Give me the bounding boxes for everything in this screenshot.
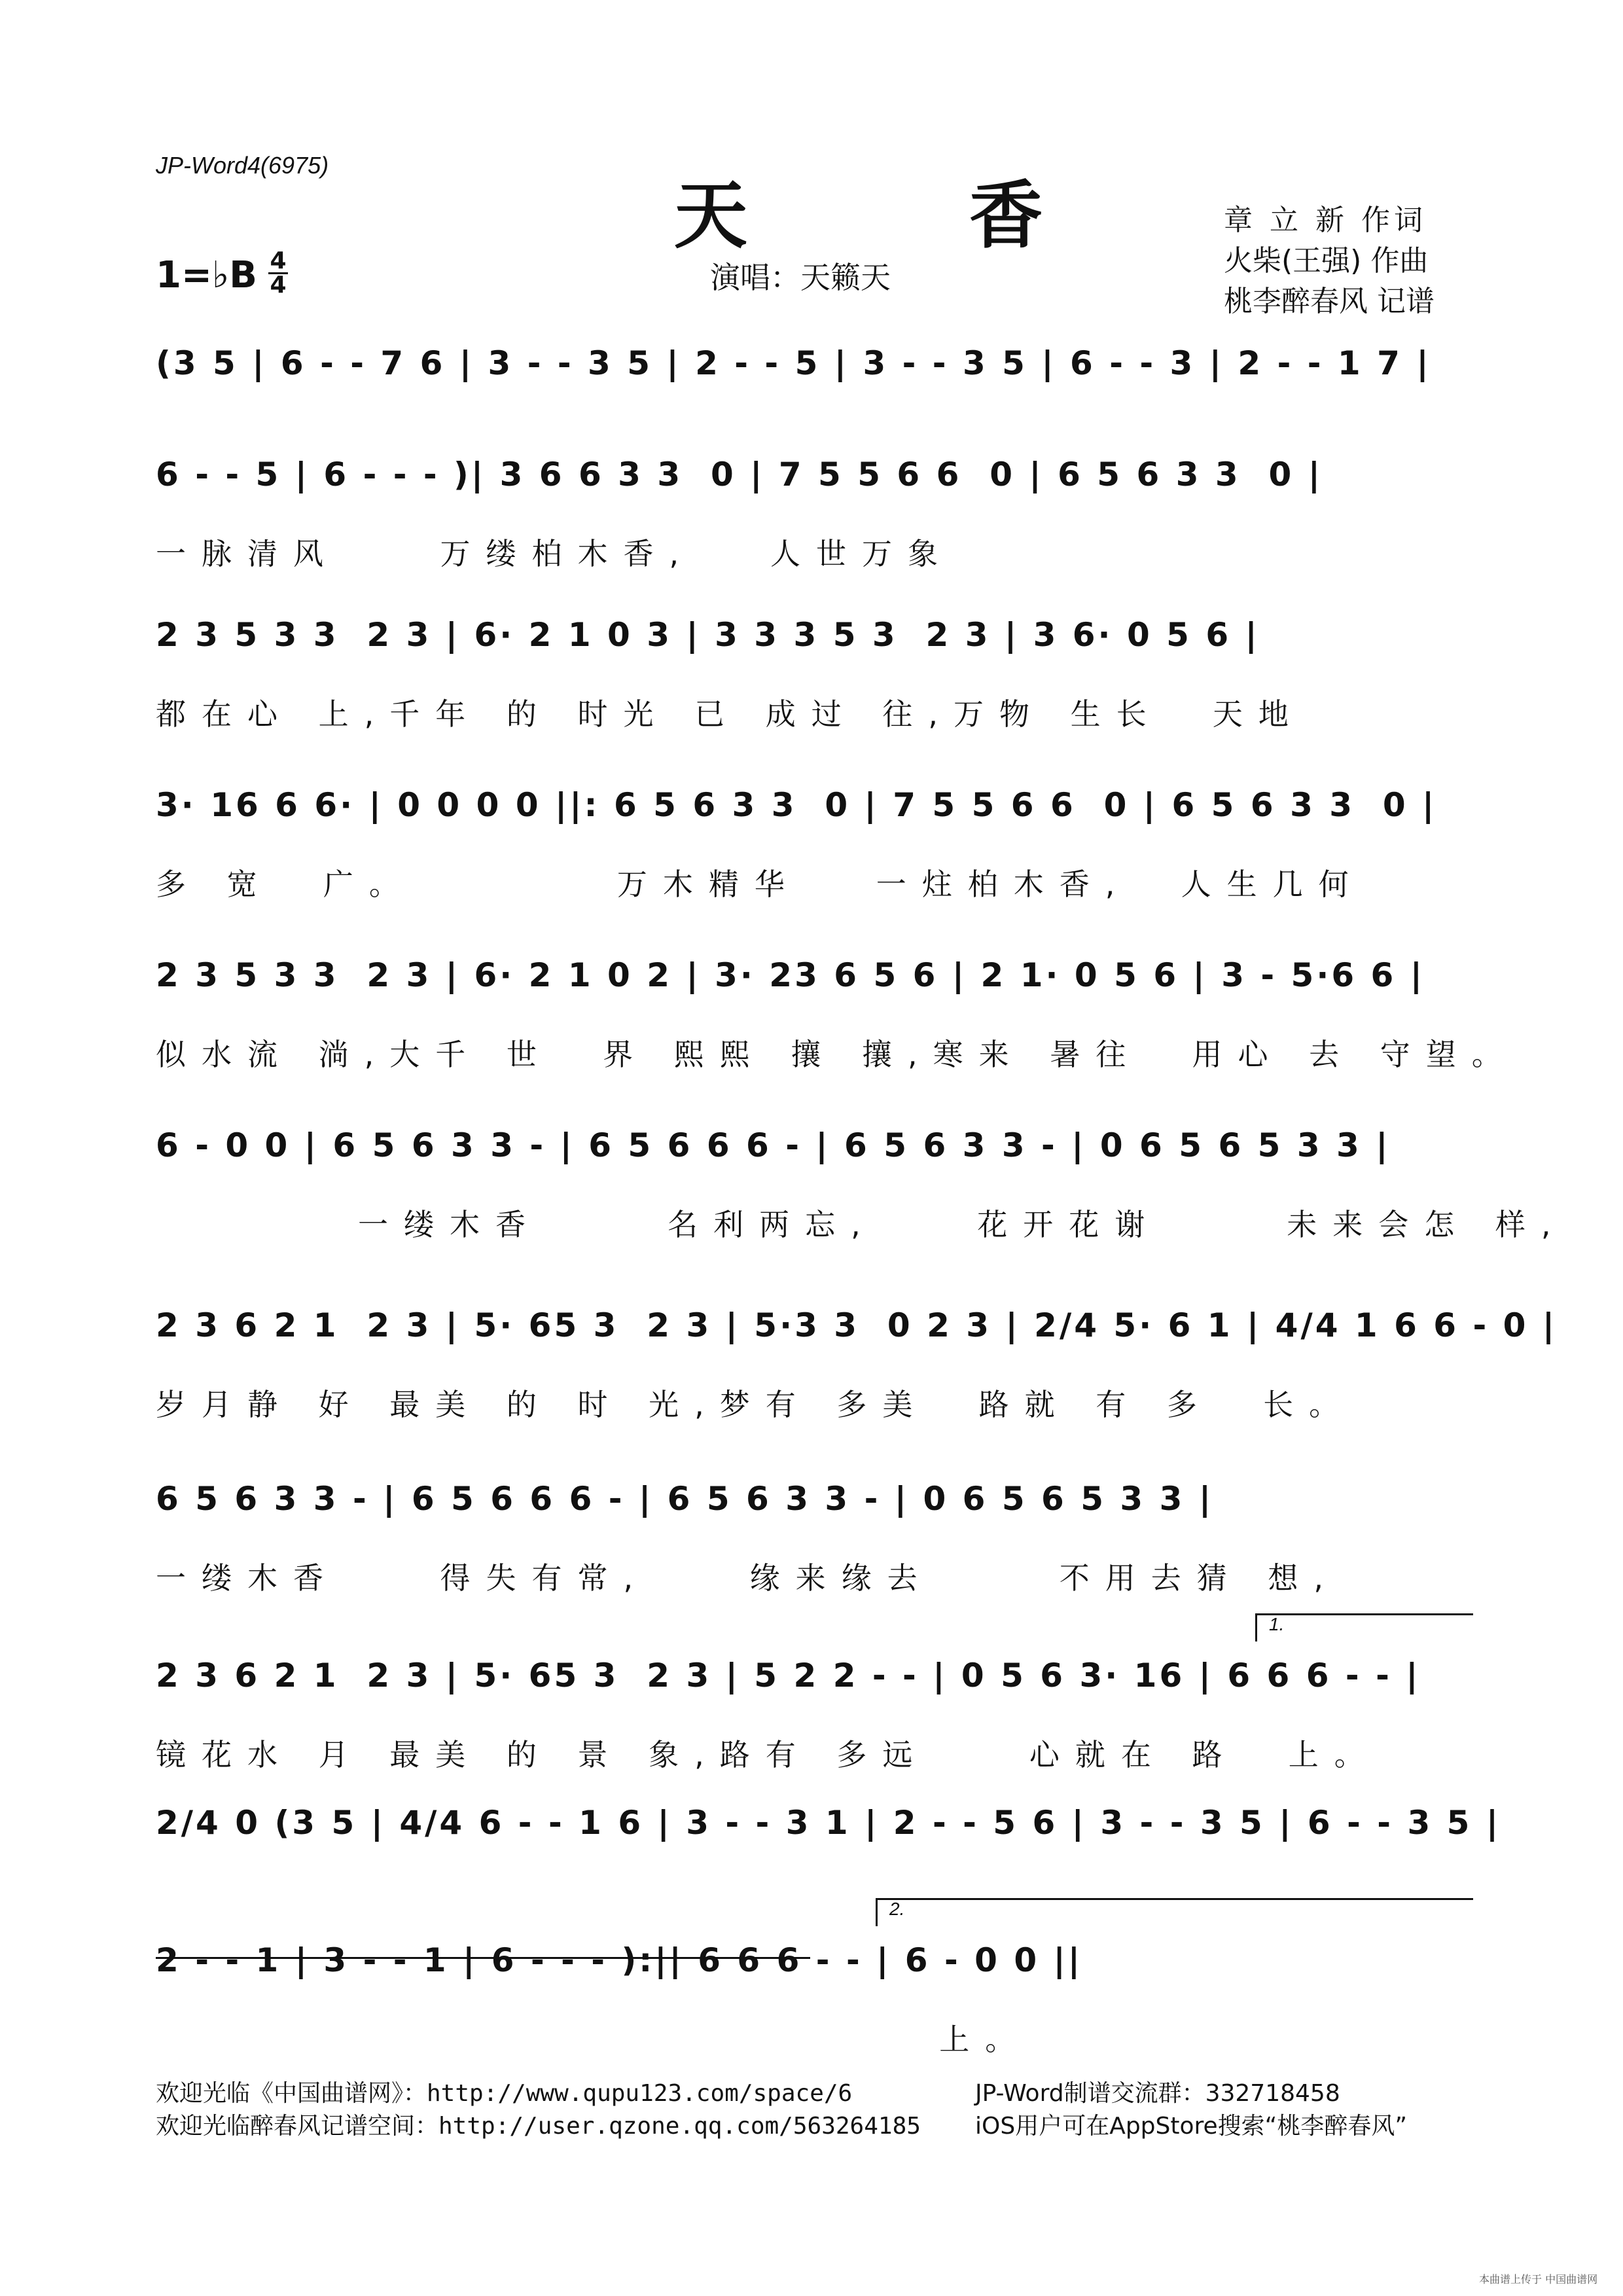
- second-ending-bracket: [876, 1898, 1473, 1926]
- system-notes: 2 3 6 2 1 2 3 | 5· 65 3 2 3 | 5·3 3 0 2 3 | 2/4 5· 6 1 | 4/4 1 6 6 - 0 |: [156, 1306, 1558, 1344]
- footer-site-link: 欢迎光临《中国曲谱网》：http://www.qupu123.com/space/6: [156, 2080, 853, 2107]
- footer-app-info: iOS用户可在AppStore搜索“桃李醉春风”: [975, 2113, 1407, 2140]
- system-notes: 2 3 5 3 3 2 3 | 6· 2 1 0 3 | 3 3 3 5 3 2 3 | 3 6· 0 5 6 |: [156, 616, 1260, 654]
- footer-space-link: 欢迎光临醉春风记谱空间：http://user.qzone.qq.com/563264185: [156, 2113, 921, 2140]
- system-notes: 2 - - 1 | 3 - - 1 | 6 - - - ):|| 6 6 6 - - | 6 - 0 0 ||: [156, 1941, 1083, 1979]
- first-ending-bracket: [1255, 1613, 1473, 1641]
- transcriber-credit: 桃李醉春风 记谱: [1224, 285, 1435, 318]
- system-lyrics: 镜花水 月 最美 的 景 象,路有 多远 心就在 路 上。: [156, 1737, 1380, 1772]
- system-notes: 2 3 5 3 3 2 3 | 6· 2 1 0 2 | 3· 23 6 5 6 | 2 1· 0 5 6 | 3 - 5·6 6 |: [156, 956, 1425, 994]
- system-notes: 2 3 6 2 1 2 3 | 5· 65 3 2 3 | 5 2 2 - - | 0 5 6 3· 16 | 6 6 6 - - |: [156, 1657, 1421, 1695]
- system-lyrics: 一脉清风 万缕柏木香, 人世万象: [156, 536, 954, 571]
- key-signature: 1=♭B: [156, 254, 257, 296]
- time-signature: [268, 247, 288, 298]
- separator-rule: [156, 1957, 810, 1959]
- footer-group-info: JP-Word制谱交流群：332718458: [975, 2080, 1340, 2107]
- song-title: 天 香: [674, 173, 1141, 259]
- composer-credit: 火柴(王强) 作曲: [1224, 244, 1429, 278]
- system-notes: 2/4 0 (3 5 | 4/4 6 - - 1 6 | 3 - - 3 1 | 2 - - 5 6 | 3 - - 3 5 | 6 - - 3 5 |: [156, 1804, 1501, 1842]
- system-lyrics: 似水流 淌,大千 世 界 熙熙 攘 攘,寒来 暑往 用心 去 守望。: [156, 1037, 1518, 1072]
- system-lyrics: 都在心 上,千年 的 时光 已 成过 往,万物 生长 天地: [156, 696, 1304, 732]
- system-notes: 3· 16 6 6· | 0 0 0 0 ||: 6 5 6 3 3 0 | 7 5 5 6 6 0 | 6 5 6 3 3 0 |: [156, 786, 1437, 824]
- system-lyrics: 多 宽 广。 万木精华 一炷柏木香, 人生几何: [156, 867, 1364, 902]
- singer-credit: 演唱：天籁天: [710, 260, 891, 295]
- watermark: 本曲谱上传于 中国曲谱网: [1479, 2273, 1598, 2286]
- system-lyrics: 一缕木香 得失有常, 缘来缘去 不用去猜 想,: [156, 1560, 1339, 1596]
- system-notes: 6 5 6 3 3 - | 6 5 6 6 6 - | 6 5 6 3 3 - | 0 6 5 6 5 3 3 |: [156, 1480, 1214, 1518]
- software-tag: JP-Word4(6975): [156, 152, 329, 179]
- system-lyrics: 岁月静 好 最美 的 时 光,梦有 多美 路就 有 多 长。: [156, 1387, 1355, 1422]
- system-lyrics: 一缕木香 名利两忘, 花开花谢 未来会怎 样,: [156, 1207, 1567, 1242]
- system-notes: 6 - 0 0 | 6 5 6 3 3 - | 6 5 6 6 6 - | 6 5 6 3 3 - | 0 6 5 6 5 3 3 |: [156, 1126, 1391, 1164]
- time-signature-top: 4: [270, 247, 287, 274]
- time-signature-bottom: 4: [270, 272, 287, 298]
- second-ending-label: 2.: [889, 1899, 905, 1919]
- system-lyrics: 上。: [156, 2022, 1031, 2057]
- first-ending-label: 1.: [1269, 1614, 1285, 1634]
- system-notes: 6 - - 5 | 6 - - - )| 3 6 6 3 3 0 | 7 5 5 6 6 0 | 6 5 6 3 3 0 |: [156, 456, 1323, 493]
- system-notes: (3 5 | 6 - - 7 6 | 3 - - 3 5 | 2 - - 5 | 3 - - 3 5 | 6 - - 3 | 2 - - 1 7 |: [156, 344, 1431, 382]
- lyricist-credit: 章 立 新 作词: [1224, 204, 1427, 237]
